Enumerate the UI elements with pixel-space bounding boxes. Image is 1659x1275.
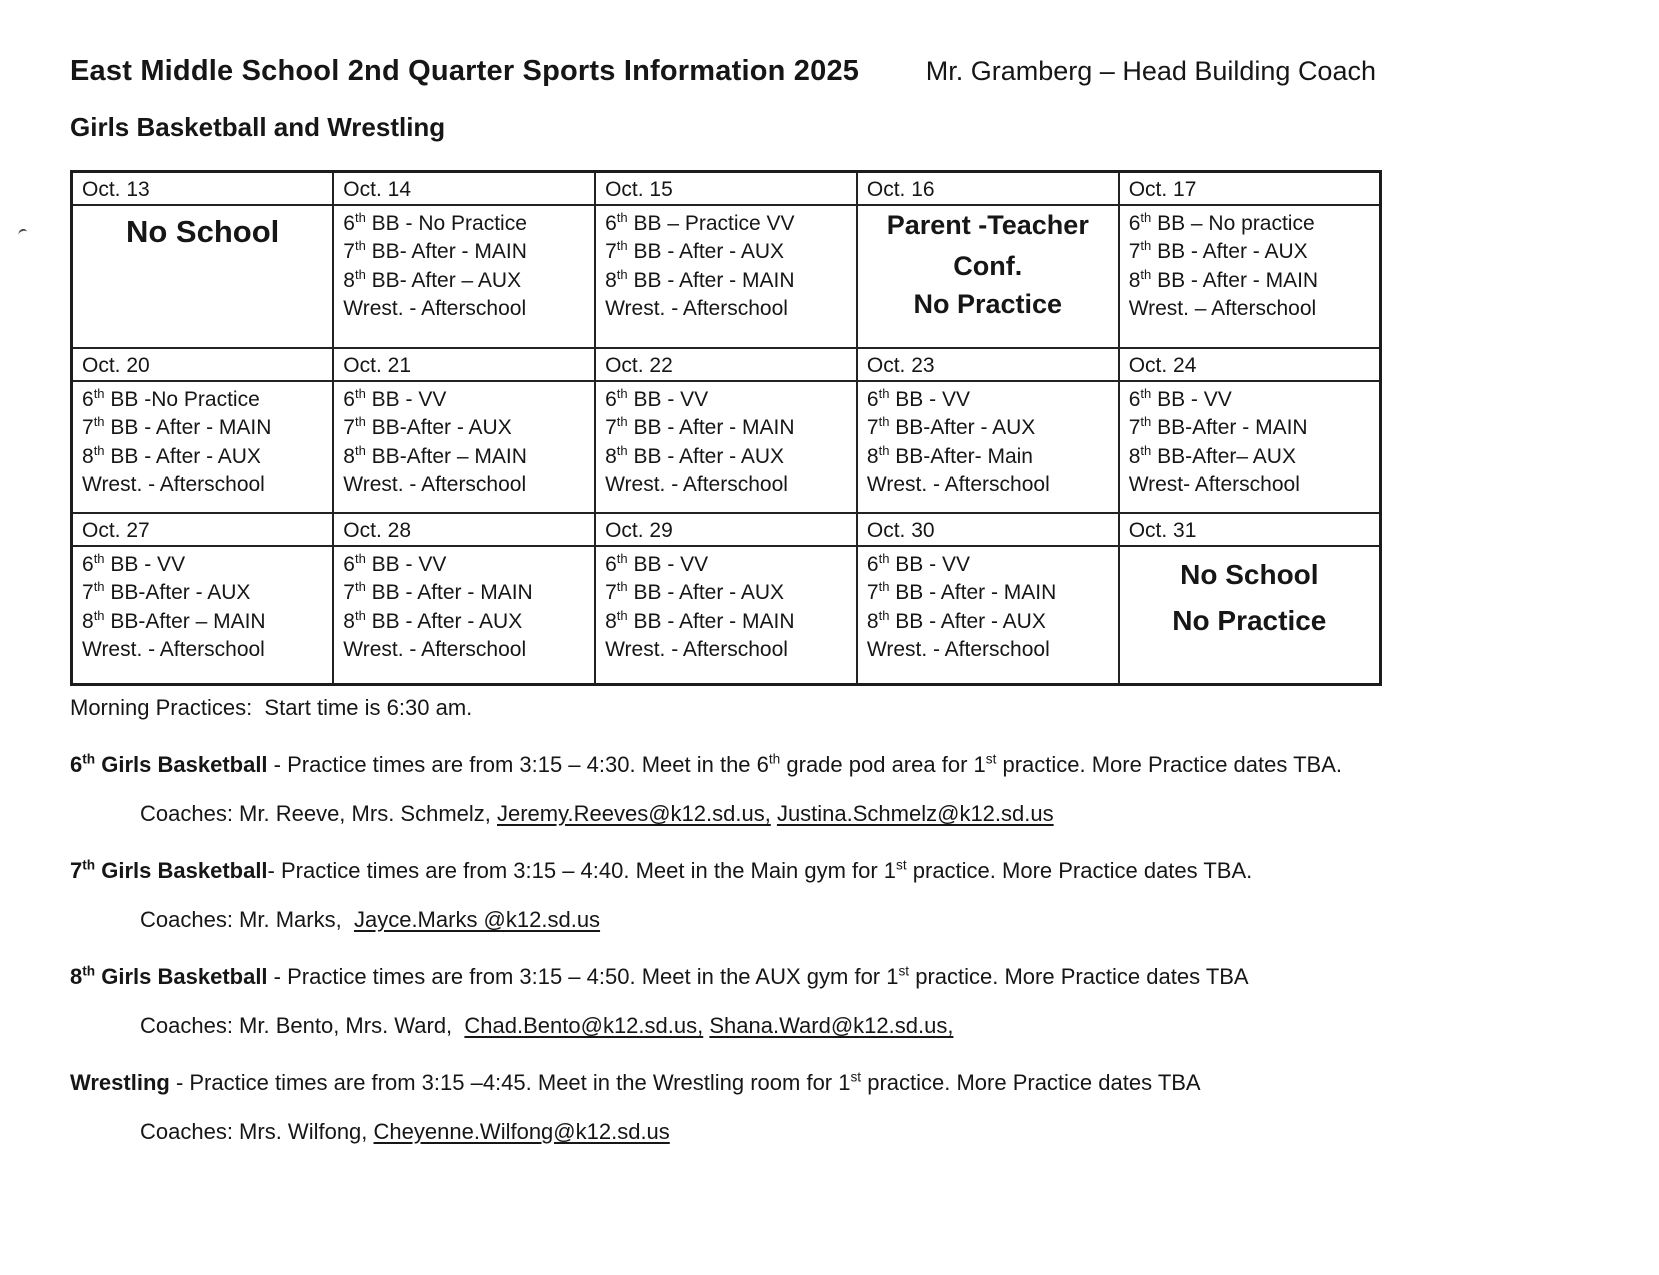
date-cell-oct-13: Oct. 13: [72, 172, 334, 205]
week1-date-row: [72, 172, 1381, 205]
section-6th-girls-basketball: [70, 752, 1382, 778]
coaches-names: Coaches: Mrs. Wilfong,: [140, 1119, 374, 1144]
day-cell-oct-24: [1119, 381, 1381, 513]
day-cell-oct-22: [595, 381, 857, 513]
date-cell-oct-16: Oct. 16: [857, 172, 1119, 205]
date-cell-oct-28: Oct. 28: [333, 513, 595, 546]
schedule-line: 6th BB - VV: [866, 550, 970, 576]
coaches-line-wrestling: [70, 1119, 1382, 1145]
schedule-line: 6th BB - VV: [82, 550, 186, 576]
date-cell-oct-23: Oct. 23: [857, 348, 1119, 381]
schedule-line: Wrest. - Afterschool: [343, 473, 527, 496]
section-title: Wrestling: [70, 1070, 170, 1095]
schedule-table: [70, 170, 1382, 686]
coaches-names: Coaches: Mr. Marks,: [140, 907, 348, 932]
schedule-line: 7th BB-After - AUX: [343, 414, 512, 439]
schedule-line: 6th BB - VV: [605, 550, 709, 576]
schedule-line: 8th BB-After- Main: [866, 442, 1033, 468]
schedule-line: Wrest. - Afterschool: [343, 297, 527, 320]
schedule-line: Wrest. - Afterschool: [605, 473, 788, 496]
schedule-line: 6th BB - VV: [343, 550, 447, 576]
week2-content-row: [72, 381, 1381, 513]
date-cell-oct-22: Oct. 22: [595, 348, 857, 381]
week1-content-row: [72, 205, 1381, 348]
section-body: - Practice times are from 3:15 – 4:40. Meet in the Main gym for 1st practice. More Practice dates TBA.: [267, 857, 1253, 883]
page-title: East Middle School 2nd Quarter Sports Information 2025: [70, 55, 860, 87]
day-cell-oct-31: [1119, 546, 1381, 685]
schedule-line: 7th BB-After - AUX: [82, 579, 251, 604]
page-subtitle: Girls Basketball and Wrestling: [70, 112, 446, 142]
date-cell-oct-27: Oct. 27: [72, 513, 334, 546]
schedule-line: 7th BB - After - AUX: [1128, 238, 1308, 263]
schedule-line: 7th BB-After - AUX: [866, 414, 1036, 439]
coach-email: Jayce.Marks @k12.sd.us: [353, 907, 601, 932]
section-title: 6th Girls Basketball: [70, 751, 268, 777]
notice-text: No Practice: [1172, 604, 1327, 636]
schedule-line: 7th BB - After - MAIN: [866, 579, 1057, 604]
schedule-line: 8th BB-After – MAIN: [343, 442, 527, 468]
day-cell-oct-17: [1119, 205, 1381, 348]
schedule-line: 8th BB - After - AUX: [343, 607, 523, 633]
schedule-line: 6th BB – Practice VV: [605, 209, 795, 235]
notice-text: No School: [1180, 558, 1319, 590]
section-title: 8th Girls Basketball: [70, 963, 268, 989]
schedule-line: 8th BB - After - MAIN: [605, 607, 795, 633]
schedule-line: 6th BB -No Practice: [82, 385, 260, 411]
schedule-line: Wrest. - Afterschool: [866, 638, 1050, 661]
coaches-line-8th: [70, 1013, 1382, 1039]
week3-content-row: [72, 546, 1381, 685]
head-coach-label: Mr. Gramberg – Head Building Coach: [925, 56, 1376, 86]
schedule-line: 8th BB - After - AUX: [605, 442, 785, 468]
coaches-line-7th: [70, 907, 1382, 933]
day-cell-oct-30: [857, 546, 1119, 685]
date-cell-oct-20: Oct. 20: [72, 348, 334, 381]
coach-email: Jeremy.Reeves@k12.sd.us,: [497, 801, 771, 826]
day-cell-oct-20: [72, 381, 334, 513]
date-cell-oct-30: Oct. 30: [857, 513, 1119, 546]
day-cell-oct-15: [595, 205, 857, 348]
notice-text: No School: [126, 213, 280, 249]
schedule-line: 7th BB - After - AUX: [605, 579, 785, 604]
coaches-line-6th: [70, 801, 1382, 827]
schedule-line: Wrest. – Afterschool: [1128, 297, 1317, 320]
section-body: - Practice times are from 3:15 – 4:30. Meet in the 6th grade pod area for 1st practice. More Practice dates TBA.: [267, 751, 1342, 777]
schedule-line: 8th BB - After - AUX: [866, 607, 1046, 633]
schedule-line: 8th BB-After – MAIN: [82, 607, 266, 633]
schedule-line: 7th BB-After - MAIN: [1128, 414, 1308, 439]
coach-email: Shana.Ward@k12.sd.us,: [709, 1013, 954, 1038]
section-8th-girls-basketball: [70, 964, 1382, 990]
schedule-line: 8th BB - After - MAIN: [605, 266, 795, 292]
date-cell-oct-14: Oct. 14: [333, 172, 595, 205]
coaches-names: Coaches: Mr. Reeve, Mrs. Schmelz,: [140, 801, 497, 826]
schedule-line: 7th BB- After - MAIN: [343, 238, 527, 263]
schedule-line: 8th BB - After - AUX: [82, 442, 261, 468]
week2-date-row: [72, 348, 1381, 381]
day-cell-oct-16: [857, 205, 1119, 348]
schedule-line: 8th BB - After - MAIN: [1128, 266, 1319, 292]
schedule-line: Wrest- Afterschool: [1128, 473, 1300, 496]
day-cell-oct-13: [72, 205, 334, 348]
schedule-line: 6th BB - VV: [1128, 385, 1232, 411]
schedule-line: Wrest. - Afterschool: [866, 473, 1050, 496]
schedule-line: 6th BB - VV: [866, 385, 970, 411]
day-cell-oct-27: [72, 546, 334, 685]
week3-date-row: [72, 513, 1381, 546]
notice-text: No Practice: [913, 288, 1063, 319]
scan-artifact: [18, 228, 28, 235]
section-body: - Practice times are from 3:15 – 4:50. Meet in the AUX gym for 1st practice. More Practice dates TBA: [267, 963, 1249, 989]
day-cell-oct-21: [333, 381, 595, 513]
date-cell-oct-29: Oct. 29: [595, 513, 857, 546]
date-cell-oct-21: Oct. 21: [333, 348, 595, 381]
schedule-line: Wrest. - Afterschool: [82, 638, 265, 661]
section-wrestling: [70, 1070, 1382, 1096]
schedule-line: 7th BB - After - MAIN: [82, 414, 272, 439]
schedule-line: Wrest. - Afterschool: [82, 473, 265, 496]
notice-text: Parent -Teacher: [886, 209, 1089, 240]
coach-email: Cheyenne.Wilfong@k12.sd.us: [373, 1119, 670, 1144]
schedule-line: 8th BB-After– AUX: [1128, 442, 1296, 468]
day-cell-oct-14: [333, 205, 595, 348]
schedule-line: Wrest. - Afterschool: [605, 638, 788, 661]
date-cell-oct-31: Oct. 31: [1119, 513, 1381, 546]
header: [70, 55, 1382, 88]
morning-practices-note: Morning Practices: Start time is 6:30 am.: [70, 695, 473, 720]
day-cell-oct-29: [595, 546, 857, 685]
schedule-line: 8th BB- After – AUX: [343, 266, 522, 292]
section-title: 7th Girls Basketball: [70, 857, 268, 883]
coaches-names: Coaches: Mr. Bento, Mrs. Ward,: [140, 1013, 465, 1038]
schedule-line: 6th BB - VV: [605, 385, 709, 411]
date-cell-oct-24: Oct. 24: [1119, 348, 1381, 381]
coach-email: Justina.Schmelz@k12.sd.us: [776, 801, 1054, 826]
schedule-line: 7th BB - After - MAIN: [343, 579, 533, 604]
day-cell-oct-28: [333, 546, 595, 685]
schedule-line: Wrest. - Afterschool: [605, 297, 788, 320]
section-7th-girls-basketball: [70, 858, 1382, 884]
schedule-line: 6th BB – No practice: [1128, 209, 1315, 235]
day-cell-oct-23: [857, 381, 1119, 513]
document-page: [70, 55, 1382, 1145]
date-cell-oct-15: Oct. 15: [595, 172, 857, 205]
schedule-line: 6th BB - VV: [343, 385, 447, 411]
schedule-line: 7th BB - After - AUX: [605, 238, 785, 263]
schedule-line: 7th BB - After - MAIN: [605, 414, 795, 439]
date-cell-oct-17: Oct. 17: [1119, 172, 1381, 205]
notice-text: Conf.: [953, 250, 1023, 281]
schedule-line: 6th BB - No Practice: [343, 209, 527, 235]
coach-email: Chad.Bento@k12.sd.us,: [464, 1013, 704, 1038]
section-body: - Practice times are from 3:15 –4:45. Meet in the Wrestling room for 1st practice. More Practice dates TBA: [169, 1069, 1201, 1095]
schedule-line: Wrest. - Afterschool: [343, 638, 527, 661]
